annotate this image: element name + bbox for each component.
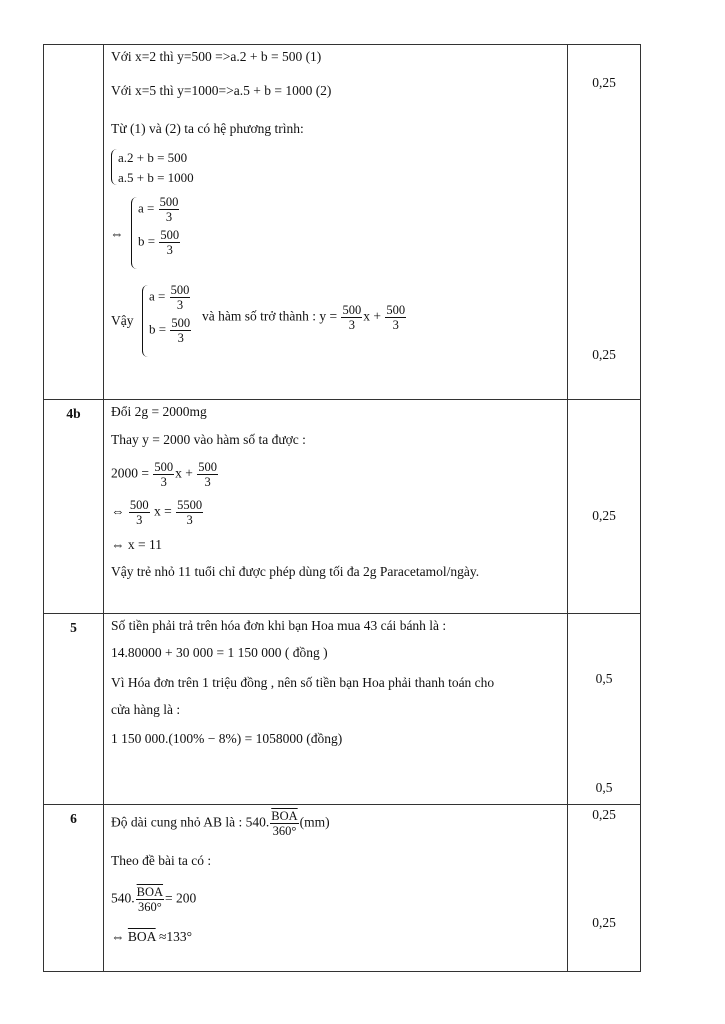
function-result: và hàm số trở thành : y = $\frac{500}{3}$ x + $\frac{500}{3}$	[202, 303, 406, 332]
line-x5: Với x=5 thì y=1000=>a.5 + b = 1000 (2)	[111, 83, 332, 98]
row6-result: ⇔ $\overline{BOA} \approx 133^\circ$	[111, 929, 193, 944]
substitute-line: Thay y = 2000 vào hàm số ta được :	[111, 432, 306, 447]
system-3: a = $\frac{500}{3}$ b = $\frac{500}{3}$	[149, 283, 191, 345]
convert-line: Đổi 2g = 2000mg	[111, 404, 207, 419]
row5-line-2: 14.80000 + 30 000 = 1 150 000 ( đồng )	[111, 645, 328, 660]
row5-line-4: cửa hàng là :	[111, 702, 181, 717]
row5-line-5: 1 150 000.(100% − 8%) = 1058000 (đồng)	[111, 731, 343, 746]
brace-2	[131, 197, 137, 269]
conclusion-4b: Vậy trẻ nhỏ 11 tuổi chỉ được phép dùng tối đa 2g Paracetamol/ngày.	[111, 564, 480, 579]
score-6-2: 0,25	[592, 915, 616, 930]
equation-3: ⇔ x = 11	[111, 537, 162, 552]
row6-given: Theo đề bài ta có :	[111, 853, 212, 868]
brace-1	[111, 149, 117, 185]
equation-2: ⇔ $\frac{500}{3}$ x = $\frac{5500}{3}$	[111, 498, 203, 527]
score-4a-1: 0,25	[592, 75, 616, 90]
grading-table	[43, 44, 641, 972]
score-4a-2: 0,25	[592, 347, 616, 362]
line-x2: Với x=2 thì y=500 =>a.2 + b = 500 (1)	[111, 49, 322, 64]
row-5	[44, 613, 640, 804]
row-6	[44, 804, 640, 971]
iff-symbol: ⇔	[110, 226, 124, 241]
question-number: 5	[70, 620, 77, 635]
score-6-1: 0,25	[592, 807, 616, 822]
row5-line-3: Vì Hóa đơn trên 1 triệu đồng , nên số tiền bạn Hoa phải thanh toán cho	[111, 675, 495, 690]
row-4b	[44, 399, 640, 613]
row5-line-1: Số tiền phải trả trên hóa đơn khi bạn Hoa mua 43 cái bánh là :	[111, 618, 447, 633]
row-4a	[44, 44, 640, 399]
line-system-intro: Từ (1) và (2) ta có hệ phương trình:	[111, 121, 304, 136]
question-number: 4b	[66, 406, 81, 421]
system-2: a = $\frac{500}{3}$ b = $\frac{500}{3}$	[138, 195, 180, 257]
arc-length-line: Độ dài cung nhỏ AB là : 540. $\frac{\overline{BOA}}{360^\circ}$ (mm)	[111, 809, 330, 838]
score-5-2: 0,5	[595, 780, 613, 795]
score-4b: 0,25	[592, 508, 616, 523]
row6-equation: 540. $\frac{\overline{BOA}}{360^\circ}$ = 200	[111, 885, 197, 914]
score-5-1: 0,5	[595, 671, 613, 686]
vay-label: Vậy	[111, 313, 134, 328]
question-number: 6	[70, 811, 77, 826]
equation-1: 2000 = $\frac{500}{3}$ x + $\frac{500}{3}$	[111, 460, 217, 489]
system-1: a.2 + b = 500 a.5 + b = 1000	[118, 150, 194, 185]
brace-3	[142, 285, 148, 357]
